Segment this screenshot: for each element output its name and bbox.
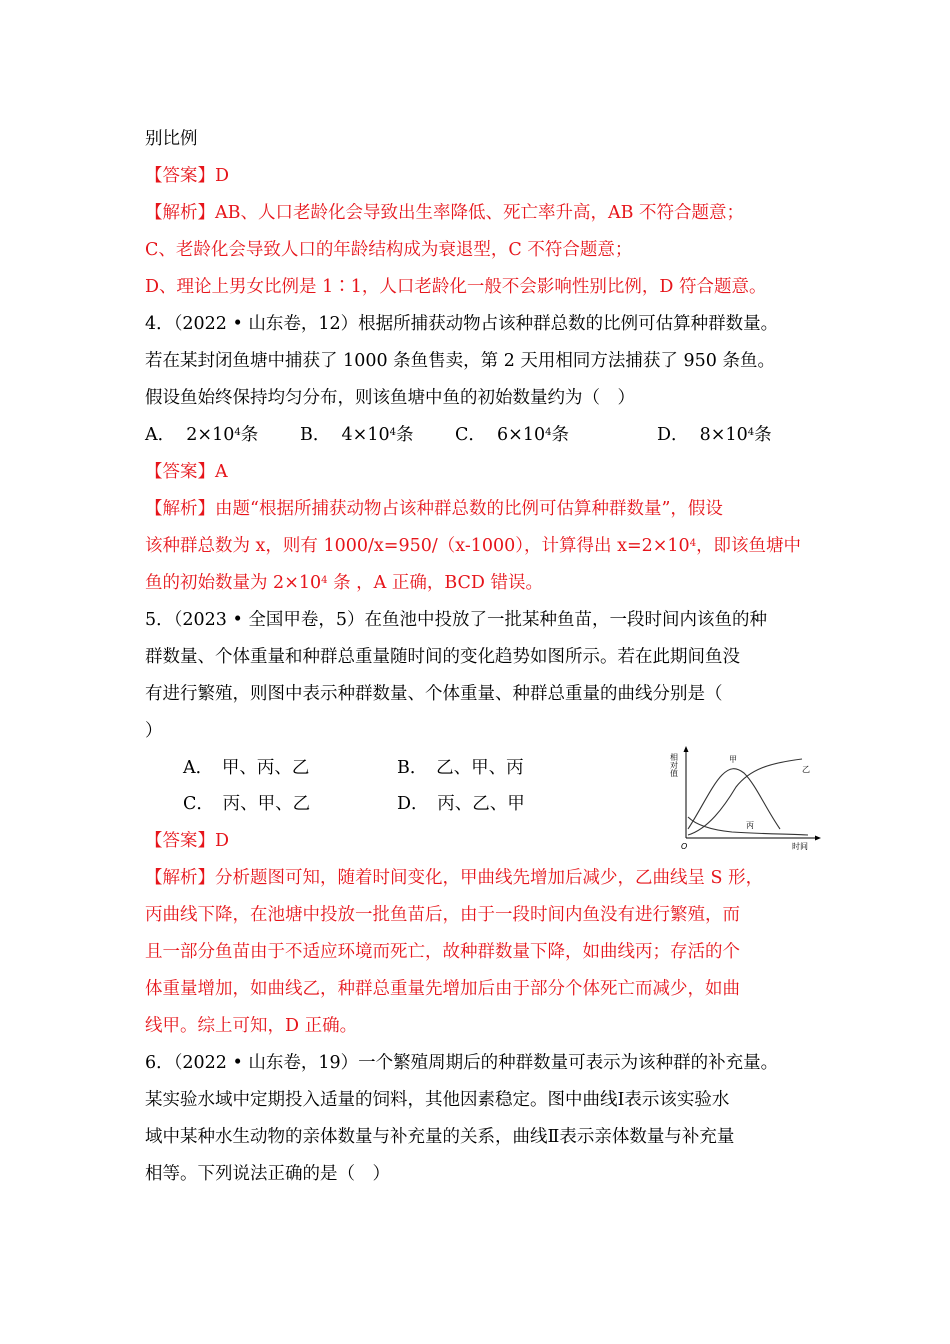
exponent: 4 <box>389 427 396 438</box>
option-value: 6×10 <box>497 425 546 445</box>
origin-label: O <box>681 842 688 851</box>
question-4-line: 若在某封闭鱼塘中捕获了 1000 条鱼售卖，第 2 天用相同方法捕获了 950 条鱼。 <box>145 351 775 371</box>
option-label: C． <box>455 425 486 445</box>
explanation-line: 【解析】分析题图可知，随着时间变化，甲曲线先增加后减少，乙曲线呈 S 形， <box>145 868 764 888</box>
option-value: 8×10 <box>699 425 748 445</box>
option-a <box>145 423 258 447</box>
explanation-line: 且一部分鱼苗由于不适应环境而死亡，故种群数量下降，如曲线丙；存活的个 <box>145 942 740 962</box>
option-unit: 条 <box>754 425 772 445</box>
answer-line: 【答案】D <box>145 166 230 186</box>
curve-bing-label: 丙 <box>746 821 754 830</box>
option-a: A． 甲、丙、乙 <box>183 758 310 778</box>
explanation-line <box>145 534 801 558</box>
option-value: 2×10 <box>186 425 235 445</box>
option-value: 4×10 <box>341 425 390 445</box>
x-axis-arrow <box>815 836 821 841</box>
question-4-line: 4．（2022 • 山东卷，12）根据所捕获动物占该种群总数的比例可估算种群数量。 <box>145 314 779 334</box>
question-6-line: 相等。下列说法正确的是（ ） <box>145 1164 390 1184</box>
exponent: 4 <box>234 427 241 438</box>
explanation-line: 【解析】由题“根据所捕获动物占该种群总数的比例可估算种群数量”，假设 <box>145 499 723 519</box>
question-6-line: 6．（2022 • 山东卷，19）一个繁殖周期后的种群数量可表示为该种群的补充量。 <box>145 1053 779 1073</box>
option-label: B． <box>300 425 331 445</box>
curve-yi <box>688 759 802 835</box>
x-axis-label: 时间 <box>792 842 808 851</box>
explanation-line <box>145 571 543 595</box>
explanation-line: 体重量增加，如曲线乙，种群总重量先增加后由于部分个体死亡而减少，如曲 <box>145 979 740 999</box>
question-5-line: 群数量、个体重量和种群总重量随时间的变化趋势如图所示。若在此期间鱼没 <box>145 647 740 667</box>
text-line: 别比例 <box>145 129 198 149</box>
y-axis-label: 相对值 <box>669 753 679 777</box>
curve-jia <box>688 769 780 829</box>
exponent: 4 <box>689 538 697 549</box>
question-5-line: 有进行繁殖，则图中表示种群数量、个体重量、种群总重量的曲线分别是（ <box>145 684 723 704</box>
option-unit: 条 <box>551 425 569 445</box>
explanation-line: C、老龄化会导致人口的年龄结构成为衰退型，C 不符合题意； <box>145 240 633 260</box>
explanation-line: 丙曲线下降，在池塘中投放一批鱼苗后，由于一段时间内鱼没有进行繁殖，而 <box>145 905 740 925</box>
option-d <box>657 423 772 447</box>
option-b <box>300 423 413 447</box>
explanation-line: D、理论上男女比例是 1∶1，人口老龄化一般不会影响性别比例，D 符合题意。 <box>145 277 767 297</box>
exponent: 4 <box>545 427 552 438</box>
text-span: ，即该鱼塘中 <box>696 536 802 556</box>
option-c <box>455 423 569 447</box>
option-d: D． 丙、乙、甲 <box>397 794 525 814</box>
text-span: 条 ，A 正确，BCD 错误。 <box>327 573 544 593</box>
text-span: 鱼的初始数量为 2×10 <box>145 573 322 593</box>
option-c: C． 丙、甲、乙 <box>183 794 311 814</box>
question-5-line: 5．（2023 • 全国甲卷，5）在鱼池中投放了一批某种鱼苗，一段时间内该鱼的种 <box>145 610 767 630</box>
exponent: 4 <box>747 427 755 438</box>
question-5-line: ） <box>145 721 163 741</box>
exponent: 4 <box>321 575 328 586</box>
curve-yi-label: 乙 <box>802 765 810 774</box>
answer-line: 【答案】D <box>145 831 230 851</box>
y-axis-arrow <box>684 746 689 752</box>
option-label: D． <box>657 425 689 445</box>
option-label: A． <box>145 425 176 445</box>
question-6-line: 某实验水域中定期投入适量的饲料，其他因素稳定。图中曲线Ⅰ表示该实验水 <box>145 1090 730 1110</box>
question-4-line: 假设鱼始终保持均匀分布，则该鱼塘中鱼的初始数量约为（ ） <box>145 388 635 408</box>
explanation-line: 【解析】AB、人口老龄化会导致出生率降低、死亡率升高，AB 不符合题意； <box>145 203 745 223</box>
option-unit: 条 <box>395 425 414 445</box>
curve-figure <box>669 745 822 855</box>
question-6-line: 域中某种水生动物的亲体数量与补充量的关系，曲线Ⅱ表示亲体数量与补充量 <box>145 1127 735 1147</box>
curve-jia-label: 甲 <box>729 755 737 764</box>
option-b: B． 乙、甲、丙 <box>397 758 524 778</box>
answer-line: 【答案】A <box>145 462 228 482</box>
explanation-line: 线甲。综上可知，D 正确。 <box>145 1016 358 1036</box>
text-span: 该种群总数为 x，则有 1000/x=950/（x-1000），计算得出 x=2×10 <box>145 536 690 556</box>
option-unit: 条 <box>240 425 259 445</box>
